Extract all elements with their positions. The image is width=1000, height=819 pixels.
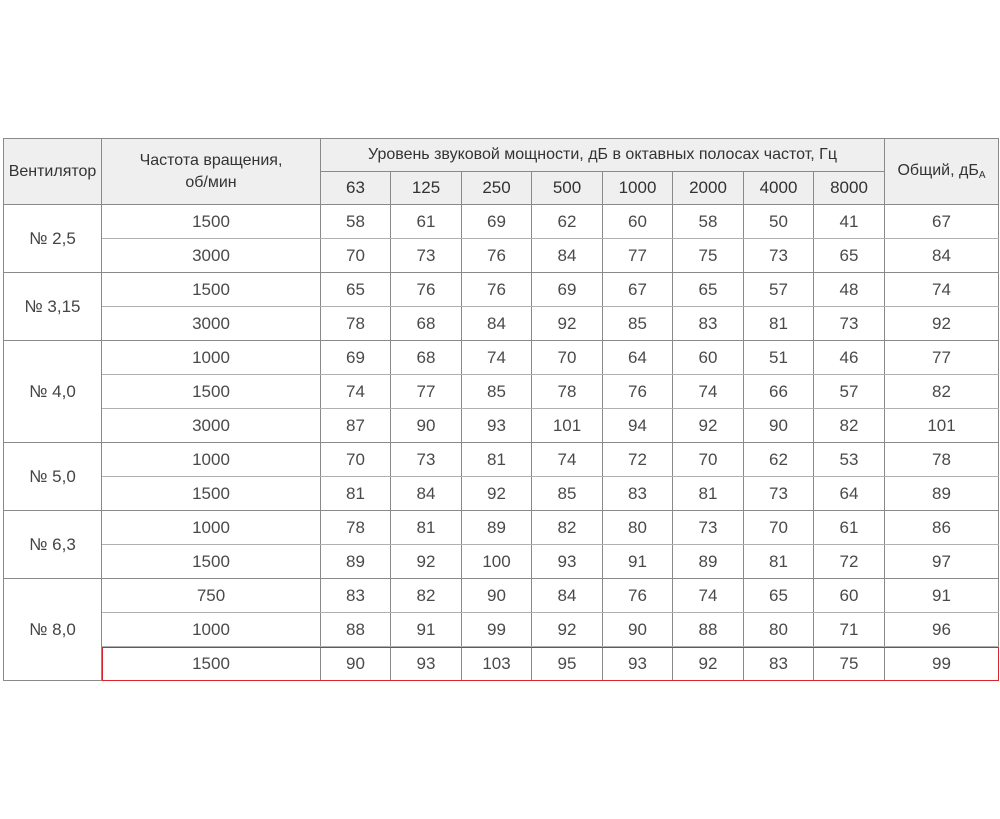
value-cell-500: 92 <box>532 613 603 647</box>
speed-cell: 1500 <box>102 545 321 579</box>
speed-cell: 3000 <box>102 307 321 341</box>
value-cell-8000: 65 <box>814 239 885 273</box>
total-cell: 78 <box>885 443 999 477</box>
value-cell-500: 85 <box>532 477 603 511</box>
value-cell-2000: 89 <box>673 545 744 579</box>
value-cell-500: 78 <box>532 375 603 409</box>
value-cell-500: 95 <box>532 647 603 681</box>
speed-cell: 1500 <box>102 647 321 681</box>
value-cell-2000: 88 <box>673 613 744 647</box>
speed-cell: 750 <box>102 579 321 613</box>
value-cell-500: 82 <box>532 511 603 545</box>
value-cell-250: 89 <box>462 511 532 545</box>
value-cell-1000: 85 <box>603 307 673 341</box>
total-cell: 82 <box>885 375 999 409</box>
value-cell-250: 85 <box>462 375 532 409</box>
value-cell-125: 91 <box>391 613 462 647</box>
value-cell-1000: 64 <box>603 341 673 375</box>
table-row <box>4 613 999 647</box>
value-cell-4000: 81 <box>744 307 814 341</box>
fan-cell: № 6,3 <box>4 511 102 579</box>
value-cell-1000: 83 <box>603 477 673 511</box>
value-cell-8000: 48 <box>814 273 885 307</box>
value-cell-8000: 72 <box>814 545 885 579</box>
value-cell-4000: 51 <box>744 341 814 375</box>
value-cell-4000: 65 <box>744 579 814 613</box>
value-cell-250: 92 <box>462 477 532 511</box>
value-cell-1000: 80 <box>603 511 673 545</box>
value-cell-63: 58 <box>321 205 391 239</box>
value-cell-500: 62 <box>532 205 603 239</box>
value-cell-1000: 77 <box>603 239 673 273</box>
value-cell-8000: 73 <box>814 307 885 341</box>
value-cell-8000: 57 <box>814 375 885 409</box>
value-cell-2000: 58 <box>673 205 744 239</box>
fan-cell: № 3,15 <box>4 273 102 341</box>
table-row <box>4 477 999 511</box>
fan-cell: № 4,0 <box>4 341 102 443</box>
total-cell: 86 <box>885 511 999 545</box>
sound-power-table <box>3 138 999 681</box>
value-cell-63: 87 <box>321 409 391 443</box>
value-cell-63: 90 <box>321 647 391 681</box>
table-body <box>4 205 999 681</box>
header-total-label: Общий, дБ <box>897 162 979 179</box>
value-cell-2000: 81 <box>673 477 744 511</box>
total-cell: 89 <box>885 477 999 511</box>
value-cell-1000: 90 <box>603 613 673 647</box>
speed-cell: 1500 <box>102 477 321 511</box>
value-cell-63: 88 <box>321 613 391 647</box>
value-cell-250: 76 <box>462 273 532 307</box>
value-cell-125: 68 <box>391 341 462 375</box>
table-row <box>4 307 999 341</box>
value-cell-500: 69 <box>532 273 603 307</box>
value-cell-63: 83 <box>321 579 391 613</box>
speed-cell: 1500 <box>102 273 321 307</box>
speed-cell: 1000 <box>102 613 321 647</box>
total-cell: 84 <box>885 239 999 273</box>
value-cell-125: 76 <box>391 273 462 307</box>
value-cell-8000: 75 <box>814 647 885 681</box>
table-row <box>4 545 999 579</box>
value-cell-4000: 62 <box>744 443 814 477</box>
value-cell-2000: 74 <box>673 375 744 409</box>
speed-cell: 1000 <box>102 341 321 375</box>
fan-cell: № 5,0 <box>4 443 102 511</box>
fan-cell: № 2,5 <box>4 205 102 273</box>
value-cell-125: 82 <box>391 579 462 613</box>
value-cell-2000: 70 <box>673 443 744 477</box>
value-cell-8000: 53 <box>814 443 885 477</box>
header-frequency-500: 500 <box>532 172 603 205</box>
value-cell-2000: 73 <box>673 511 744 545</box>
value-cell-125: 73 <box>391 443 462 477</box>
value-cell-4000: 80 <box>744 613 814 647</box>
total-cell: 97 <box>885 545 999 579</box>
value-cell-500: 92 <box>532 307 603 341</box>
value-cell-125: 81 <box>391 511 462 545</box>
value-cell-125: 61 <box>391 205 462 239</box>
speed-cell: 1500 <box>102 205 321 239</box>
table-row <box>4 443 999 477</box>
value-cell-8000: 61 <box>814 511 885 545</box>
value-cell-250: 99 <box>462 613 532 647</box>
total-cell: 67 <box>885 205 999 239</box>
value-cell-500: 84 <box>532 239 603 273</box>
value-cell-500: 70 <box>532 341 603 375</box>
value-cell-1000: 94 <box>603 409 673 443</box>
header-frequency-63: 63 <box>321 172 391 205</box>
value-cell-250: 81 <box>462 443 532 477</box>
value-cell-63: 70 <box>321 443 391 477</box>
header-frequency-4000: 4000 <box>744 172 814 205</box>
value-cell-2000: 92 <box>673 647 744 681</box>
value-cell-4000: 73 <box>744 239 814 273</box>
value-cell-125: 84 <box>391 477 462 511</box>
value-cell-8000: 41 <box>814 205 885 239</box>
value-cell-8000: 46 <box>814 341 885 375</box>
value-cell-250: 103 <box>462 647 532 681</box>
value-cell-125: 73 <box>391 239 462 273</box>
value-cell-250: 74 <box>462 341 532 375</box>
value-cell-2000: 60 <box>673 341 744 375</box>
header-speed <box>102 139 321 205</box>
table-row <box>4 579 999 613</box>
table-row <box>4 511 999 545</box>
header-frequency-2000: 2000 <box>673 172 744 205</box>
speed-cell: 3000 <box>102 409 321 443</box>
value-cell-1000: 76 <box>603 375 673 409</box>
value-cell-1000: 76 <box>603 579 673 613</box>
value-cell-250: 76 <box>462 239 532 273</box>
value-cell-63: 65 <box>321 273 391 307</box>
total-cell: 74 <box>885 273 999 307</box>
value-cell-4000: 57 <box>744 273 814 307</box>
value-cell-63: 81 <box>321 477 391 511</box>
value-cell-1000: 93 <box>603 647 673 681</box>
value-cell-63: 78 <box>321 511 391 545</box>
value-cell-8000: 60 <box>814 579 885 613</box>
value-cell-125: 68 <box>391 307 462 341</box>
header-speed-label: Частота вращения, об/мин <box>139 151 283 191</box>
speed-cell: 1000 <box>102 443 321 477</box>
header-frequency-8000: 8000 <box>814 172 885 205</box>
value-cell-4000: 50 <box>744 205 814 239</box>
value-cell-250: 69 <box>462 205 532 239</box>
value-cell-63: 70 <box>321 239 391 273</box>
value-cell-125: 93 <box>391 647 462 681</box>
value-cell-8000: 82 <box>814 409 885 443</box>
speed-cell: 1000 <box>102 511 321 545</box>
table-row <box>4 239 999 273</box>
total-cell: 99 <box>885 647 999 681</box>
value-cell-4000: 70 <box>744 511 814 545</box>
value-cell-63: 78 <box>321 307 391 341</box>
value-cell-1000: 67 <box>603 273 673 307</box>
total-cell: 96 <box>885 613 999 647</box>
value-cell-63: 89 <box>321 545 391 579</box>
value-cell-500: 74 <box>532 443 603 477</box>
header-frequency-125: 125 <box>391 172 462 205</box>
table-row <box>4 205 999 239</box>
value-cell-250: 90 <box>462 579 532 613</box>
value-cell-125: 77 <box>391 375 462 409</box>
value-cell-250: 84 <box>462 307 532 341</box>
header-fan: Вентилятор <box>4 139 102 205</box>
value-cell-2000: 65 <box>673 273 744 307</box>
total-cell: 77 <box>885 341 999 375</box>
value-cell-1000: 72 <box>603 443 673 477</box>
value-cell-4000: 90 <box>744 409 814 443</box>
value-cell-250: 93 <box>462 409 532 443</box>
fan-cell: № 8,0 <box>4 579 102 681</box>
header-frequency-250: 250 <box>462 172 532 205</box>
value-cell-1000: 91 <box>603 545 673 579</box>
speed-cell: 1500 <box>102 375 321 409</box>
value-cell-2000: 92 <box>673 409 744 443</box>
speed-cell: 3000 <box>102 239 321 273</box>
value-cell-4000: 83 <box>744 647 814 681</box>
table-row <box>4 647 999 681</box>
total-cell: 91 <box>885 579 999 613</box>
value-cell-500: 84 <box>532 579 603 613</box>
value-cell-250: 100 <box>462 545 532 579</box>
total-cell: 101 <box>885 409 999 443</box>
value-cell-63: 69 <box>321 341 391 375</box>
value-cell-63: 74 <box>321 375 391 409</box>
value-cell-4000: 66 <box>744 375 814 409</box>
header-total <box>885 139 999 205</box>
total-cell: 92 <box>885 307 999 341</box>
value-cell-2000: 83 <box>673 307 744 341</box>
header-frequency-1000: 1000 <box>603 172 673 205</box>
sound-power-table-wrap <box>3 138 998 681</box>
table-row <box>4 409 999 443</box>
value-cell-4000: 81 <box>744 545 814 579</box>
value-cell-8000: 64 <box>814 477 885 511</box>
header-total-subscript: А <box>978 170 986 181</box>
value-cell-125: 92 <box>391 545 462 579</box>
value-cell-125: 90 <box>391 409 462 443</box>
table-row <box>4 341 999 375</box>
value-cell-500: 93 <box>532 545 603 579</box>
value-cell-1000: 60 <box>603 205 673 239</box>
value-cell-2000: 74 <box>673 579 744 613</box>
value-cell-2000: 75 <box>673 239 744 273</box>
value-cell-4000: 73 <box>744 477 814 511</box>
value-cell-500: 101 <box>532 409 603 443</box>
table-row <box>4 375 999 409</box>
header-sound-level: Уровень звуковой мощности, дБ в октавных полосах частот, Гц <box>321 139 885 172</box>
table-row <box>4 273 999 307</box>
value-cell-8000: 71 <box>814 613 885 647</box>
